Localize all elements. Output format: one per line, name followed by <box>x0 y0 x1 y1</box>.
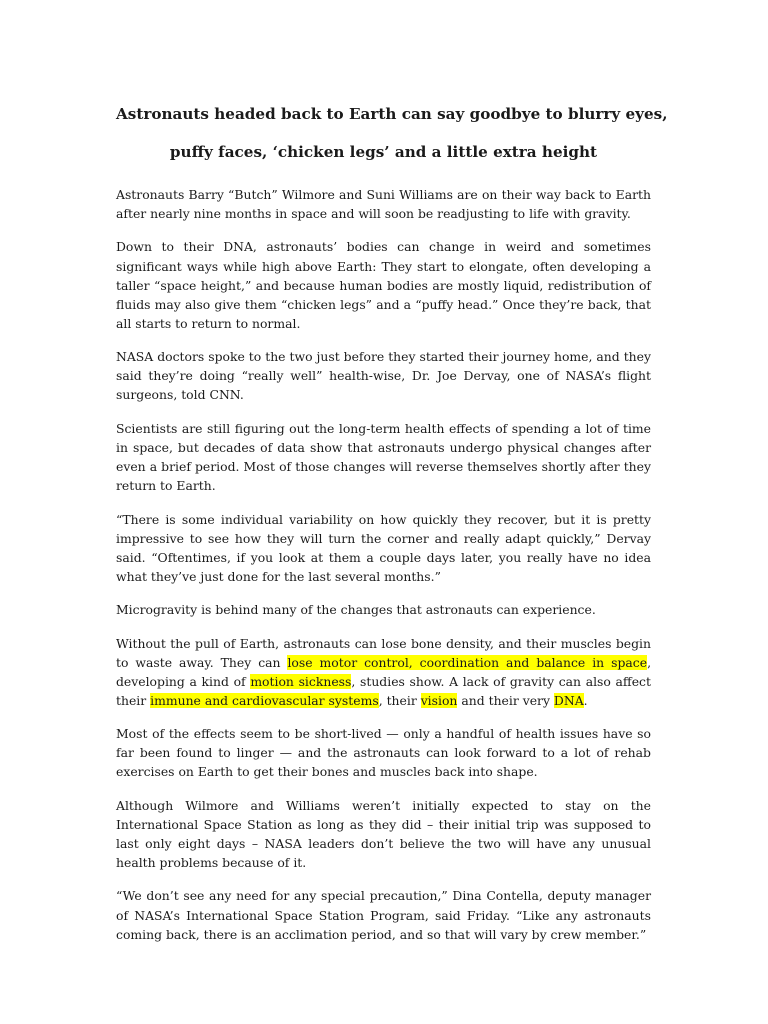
paragraph-3: NASA doctors spoke to the two just before they started their journey home, and they said they’re doing “really well” health-wise, Dr. Joe Dervay, one of NASA’s flight surgeons, told CNN. <box>116 349 651 403</box>
article-body <box>116 185 651 944</box>
article-title <box>116 104 668 162</box>
paragraph-7-text: , developing a kind of <box>116 654 652 689</box>
article-title-line-1: Astronauts headed back to Earth can say goodbye to blurry eyes, <box>116 105 668 123</box>
paragraph-1: Astronauts Barry “Butch” Wilmore and Suni Williams are on their way back to Earth after nearly nine months in space and will soon be readjusting to life with gravity. <box>116 187 651 222</box>
paragraph-7 <box>116 634 651 710</box>
paragraph-5: “There is some individual variability on how quickly they recover, but it is pretty impressive to see how they will turn the corner and really adapt quickly,” Dervay said. “Oftentimes, if you look at them a couple days later, you really have no idea what they’ve just done for the last several months.” <box>116 511 651 584</box>
paragraph-10: “We don’t see any need for any special precaution,” Dina Contella, deputy manager of NASA’s International Space Station Program, said Friday. “Like any astronauts coming back, there is an acclimation period, and so that will vary by crew member.” <box>116 888 651 942</box>
paragraph-2: Down to their DNA, astronauts’ bodies can change in weird and sometimes significant ways while high above Earth: They start to elongate, often developing a taller “space height,” and because human bodies are mostly liquid, redistribution of fluids may also give them “chicken legs” and a “puffy head.” Once they’re back, that all starts to return to normal. <box>116 239 651 331</box>
highlight-vision: vision <box>420 692 458 708</box>
paragraph-7-text: . <box>583 692 588 708</box>
paragraph-7-text: and their very <box>457 692 554 708</box>
highlight-dna: DNA <box>553 692 584 708</box>
paragraph-7-text: Without the pull of Earth, astronauts can lose bone density, and their muscles begin to waste away. They can <box>116 635 651 670</box>
document-page <box>116 100 668 958</box>
paragraph-4: Scientists are still figuring out the long-term health effects of spending a lot of time in space, but decades of data show that astronauts undergo physical changes after even a brief period. Most of those changes will reverse themselves shortly after they return to Earth. <box>116 420 651 494</box>
highlight-motion-sickness: motion sickness <box>250 673 352 689</box>
paragraph-6: Microgravity is behind many of the changes that astronauts can experience. <box>116 602 596 618</box>
highlight-motor-control: lose motor control, coordination and balance in space <box>287 654 648 670</box>
paragraph-8: Most of the effects seem to be short-lived — only a handful of health issues have so far been found to linger — and the astronauts can look forward to a lot of rehab exercises on Earth to get their bones and muscles back into shape. <box>116 726 651 780</box>
article-title-line-2: puffy faces, ‘chicken legs’ and a little extra height <box>169 143 598 161</box>
paragraph-7-text: , their <box>378 692 421 708</box>
paragraph-9: Although Wilmore and Williams weren’t initially expected to stay on the International Space Station as long as they did – their initial trip was supposed to last only eight days – NASA leaders don’t believe the two will have any unusual health problems because of it. <box>116 797 651 871</box>
paragraph-7-text: , studies show. A lack of gravity can also affect their <box>116 673 651 708</box>
highlight-immune-cardiovascular: immune and cardiovascular systems <box>150 692 379 708</box>
